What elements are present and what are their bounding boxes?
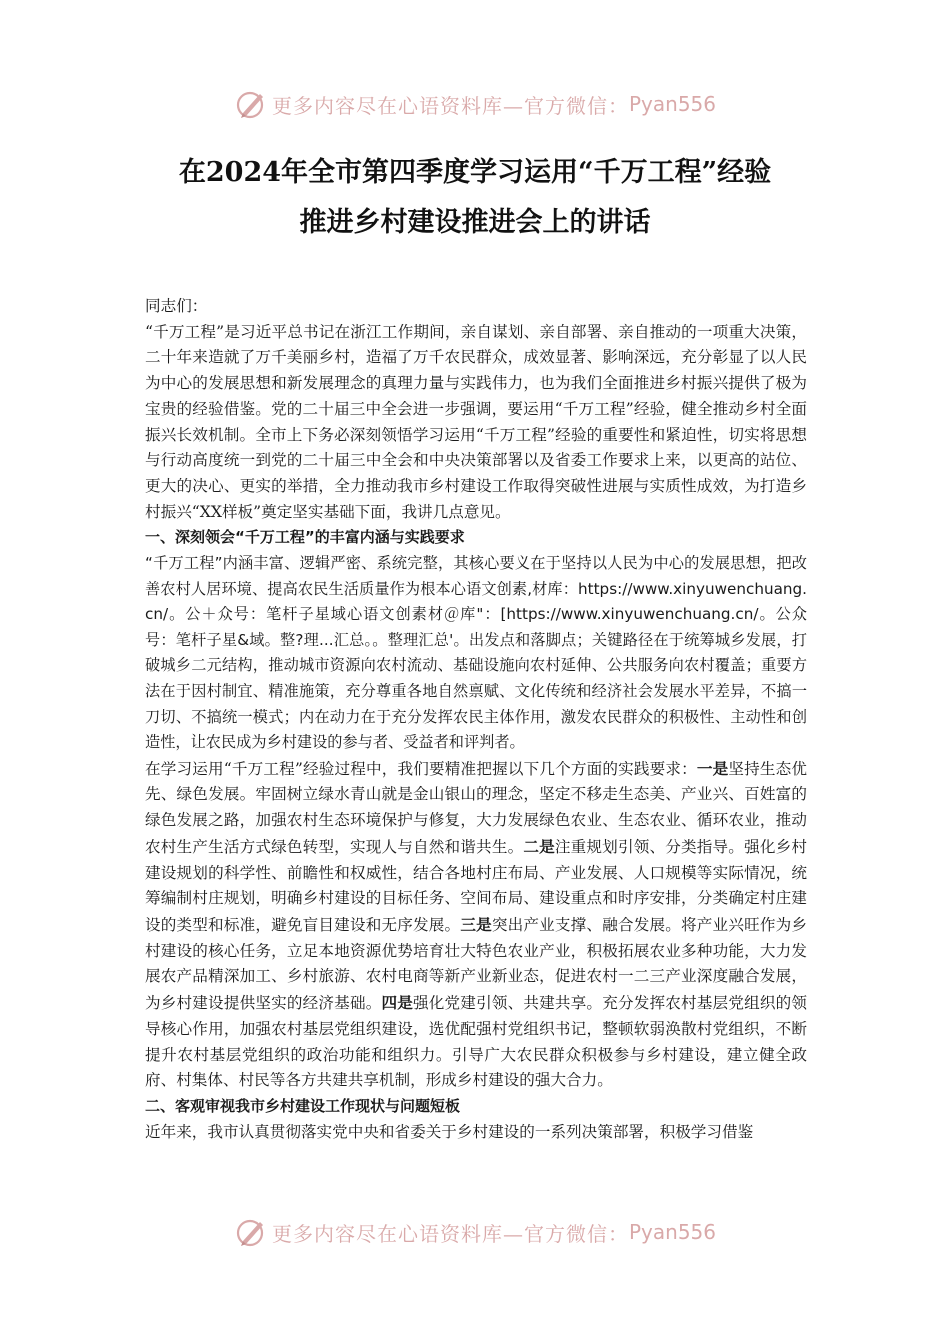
requirement-label-4: 四是 [381,993,414,1013]
watermark-text: 更多内容尽在心语资料库—官方微信： [271,93,629,118]
title-line-1: 在2024年全市第四季度学习运用“千万工程”经验 [178,157,772,188]
pen-logo-icon [234,87,268,121]
page-title [0,148,950,248]
requirement-text-4: 强化党建引领、共建共享。充分发挥农村基层党组织的领导核心作用，加强农村基层党组织建设，选优配强村党组织书记，整顿软弱涣散村党组织，不断提升农村基层党组织的政治功能和组织力。引导广大农民群众积极参与乡村建设，建立健全政府、村集体、村民等各方共建共享机制，形成乡村建设的强大合力。 [145,994,807,1090]
requirement-text-1: 坚持生态优先、绿色发展。牢固树立绿水青山就是金山银山的理念，坚定不移走生态美、产业兴、百姓富的绿色发展之路，加强农村生态环境保护与修复，大力发展绿色农业、生态农业、循环农业，推动农村生产生活方式绿色转型，实现人与自然和谐共生。 [145,759,807,856]
section-heading-1: 一、深刻领会“千万工程”的丰富内涵与实践要求 [145,528,465,547]
requirement-text-2: 注重规划引领、分类指导。强化乡村建设规划的科学性、前瞻性和权威性，结合各地村庄布局、产业发展、人口规模等实际情况，统筹编制村庄规划，明确乡村建设的目标任务、空间布局、建设重点和时序安排，分类确定村庄建设的类型和标准，避免盲目建设和无序发展。 [145,837,807,934]
requirement-text-3: 突出产业支撑、融合发展。将产业兴旺作为乡村建设的核心任务，立足本地资源优势培育壮大特色农业产业，积极拓展农业多种功能，大力发展农产品精深加工、乡村旅游、农村电商等新产业新业态，促进农村一二三产业深度融合发展，为乡村建设提供坚实的经济基础。 [145,916,807,1013]
intro-paragraph: “千万工程”是习近平总书记在浙江工作期间，亲自谋划、亲自部署、亲自推动的一项重大决策，二十年来造就了万千美丽乡村，造福了万千农民群众，成效显著、影响深远，充分彰显了以人民为中心的发展思想和新发展理念的真理力量与实践伟力，也为我们全面推进乡村振兴提供了极为宝贵的经验借鉴。党的二十届三中全会进一步强调，要运用“千万工程”经验，健全推动乡村全面振兴长效机制。全市上下务必深刻领悟学习运用“千万工程”经验的重要性和紧迫性，切实将思想与行动高度统一到党的二十届三中全会和中央决策部署以及省委工作要求上来，以更高的站位、更大的决心、更实的举措，全力推动我市乡村建设工作取得突破性进展与实质性成效，为打造乡村振兴“XX样板”奠定坚实基础下面，我讲几点意见。 [145,322,807,521]
watermark-wechat-id: Pyan556 [628,1220,716,1244]
requirement-label-1: 一是 [696,758,729,778]
requirement-label-3: 三是 [460,915,492,934]
section-heading-2: 二、客观审视我市乡村建设工作现状与问题短板 [145,1096,461,1115]
footer-watermark [0,1212,950,1252]
requirement-label-2: 二是 [523,836,555,856]
requirements-paragraph [145,756,807,1094]
watermark-wechat-id: Pyan556 [628,92,716,116]
requirements-lead: 在学习运用“千万工程”经验过程中，我们要精准把握以下几个方面的实践要求： [145,759,697,778]
document-body [145,294,807,1145]
greeting: 同志们： [145,297,208,315]
pen-logo-icon [234,1215,268,1249]
title-line-2: 推进乡村建设推进会上的讲话 [299,207,651,238]
header-watermark [0,84,950,124]
last-paragraph: 近年来，我市认真贯彻落实党中央和省委关于乡村建设的一系列决策部署，积极学习借鉴 [145,1122,754,1141]
connotation-paragraph: “千万工程”内涵丰富、逻辑严密、系统完整，其核心要义在于坚持以人民为中心的发展思想，把改善农村人居环境、提高农民生活质量作为根本心语文创素,材库：https://www.xinyuwenchuang.cn/。公＋众号：笔杆子星域心语文创素材＠库"：[https://www.xinyuwenchuang.cn/。公众号：笔杆子星&域。整?理...汇总。。整理汇总'。出发点和落脚点；关键路径在于统筹城乡发展，打破城乡二元结构，推动城市资源向农村流动、基础设施向农村延伸、公共服务向农村覆盖；重要方法在于因村制宜、精准施策，充分尊重各地自然禀赋、文化传统和经济社会发展水平差异，不搞一刀切、不搞统一模式；内在动力在于充分发挥农民主体作用，激发农民群众的积极性、主动性和创造性，让农民成为乡村建设的参与者、受益者和评判者。 [145,554,807,752]
watermark-text: 更多内容尽在心语资料库—官方微信： [271,1221,629,1246]
